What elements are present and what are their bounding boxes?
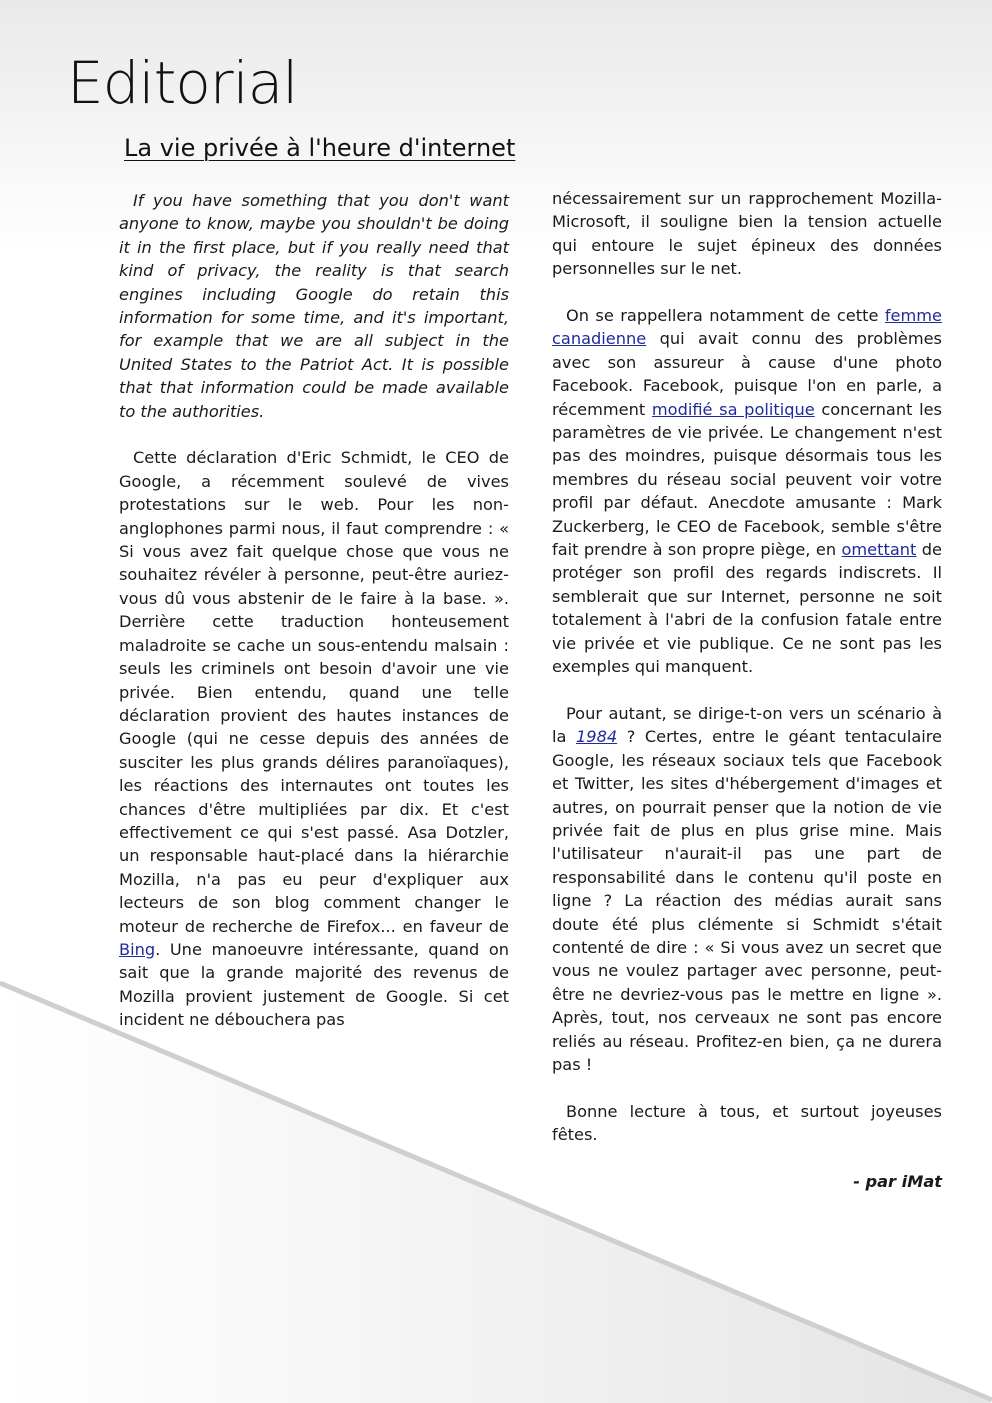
link-modifie-sa-politique[interactable]: modifié sa politique <box>651 399 815 419</box>
paragraph-1984 <box>552 702 942 1077</box>
text-segment: ? Certes, entre le géant tentaculaire Google, les réseaux sociaux tels que Facebook et Twitter, les sites d'hébergement d'images et autres, on pourrait penser que la notion de vie privée fait de plus en plus grise mine. Mais l'utilisateur n'aurait-il pas une part de responsabilité dans le contenu qu'il poste en ligne ? La réaction des médias aurait sans doute été plus clémente si Schmidt s'était contenté de dire : « Si vous avez un secret que vous ne voulez partager avec personne, peut-être ne devriez-vous pas le mettre en ligne ». Après, tout, nos cerveaux ne sont pas encore reliés au réseau. Profitez-en bien, ça ne durera pas ! <box>552 727 942 1074</box>
page-title: Editorial <box>67 49 298 117</box>
paragraph-facebook <box>552 304 942 679</box>
text-segment: de protéger son profil des regards indiscrets. Il semblerait que sur Internet, personne ne soit totalement à l'abri de la confusion fatale entre vie privée et vie publique. Ce ne sont pas les exemples qui manquent. <box>552 540 942 677</box>
paragraph-continuation: nécessairement sur un rapprochement Mozilla-Microsoft, il souligne bien la tension actuelle qui entoure le sujet épineux des données personnelles sur le net. <box>552 189 942 279</box>
text-segment: Cette déclaration d'Eric Schmidt, le CEO de Google, a récemment soulevé de vives protestations sur le web. Pour les non-anglophones parmi nous, il faut comprendre : « Si vous avez fait quelque chose que vous ne souhaitez révéler à personne, peut-être auriez-vous dû vous abstenir de le faire à la base. ». Derrière cette traduction honteusement maladroite se cache un sous-entendu malsain : seuls les criminels ont besoin d'avoir une vie privée. Bien entendu, quand une telle déclaration provient des hautes instances de Google (qui ne cesse depuis des années de susciter les plus grands délires paranoïaques), les réactions des internautes ont toutes les chances d'être multipliées par dix. Et c'est effectivement ce qui s'est passé. Asa Dotzler, un responsable haut-placé dans la hiérarchie Mozilla, n'a pas eu peur d'expliquer aux lecteurs de son blog comment changer le moteur de recherche de Firefox... en faveur de <box>119 448 509 936</box>
text-segment: On se rappellera notamment de cette <box>566 306 885 326</box>
right-column <box>552 187 942 1217</box>
text-segment: . Une manoeuvre intéressante, quand on sait que la grande majorité des revenus de Mozilla provient justement de Google. Si cet incident ne débouchera pas <box>119 939 509 1030</box>
link-femme-canadienne[interactable]: femme canadienne <box>552 306 942 349</box>
author-signature: - par iMat <box>853 1172 942 1191</box>
article-subtitle: La vie privée à l'heure d'internet <box>124 134 516 162</box>
link-omettant[interactable]: omettant <box>841 540 917 560</box>
left-column <box>119 189 509 1055</box>
text-segment: concernant les paramètres de vie privée. Le changement n'est pas des moindres, puisque désormais tous les membres du réseau social peuvent voir votre profil par défaut. Anecdote amusante : Mark Zuckerberg, le CEO de Facebook, semble s'être fait prendre à son propre piège, en <box>552 399 942 560</box>
paragraph-closing: Bonne lecture à tous, et surtout joyeuses fêtes. <box>552 1101 942 1145</box>
text-segment: Pour autant, se dirige-t-on vers un scénario à la <box>552 703 942 747</box>
link-1984[interactable]: 1984 <box>575 727 618 747</box>
schmidt-quote: If you have something that you don't want anyone to know, maybe you shouldn't be doing it in the first place, but if you really need that kind of privacy, the reality is that search engines including Google do retain this information for some time, and it's important, for example that we are all subject in the United States to the Patriot Act. It is possible that that information could be made available to the authorities. <box>119 191 509 421</box>
text-segment: qui avait connu des problèmes avec son assureur à cause d'une photo Facebook. Facebook, puisque l'on en parle, a récemment <box>552 329 942 419</box>
paragraph-declaration <box>119 446 509 1031</box>
link-bing[interactable]: Bing <box>119 939 156 959</box>
